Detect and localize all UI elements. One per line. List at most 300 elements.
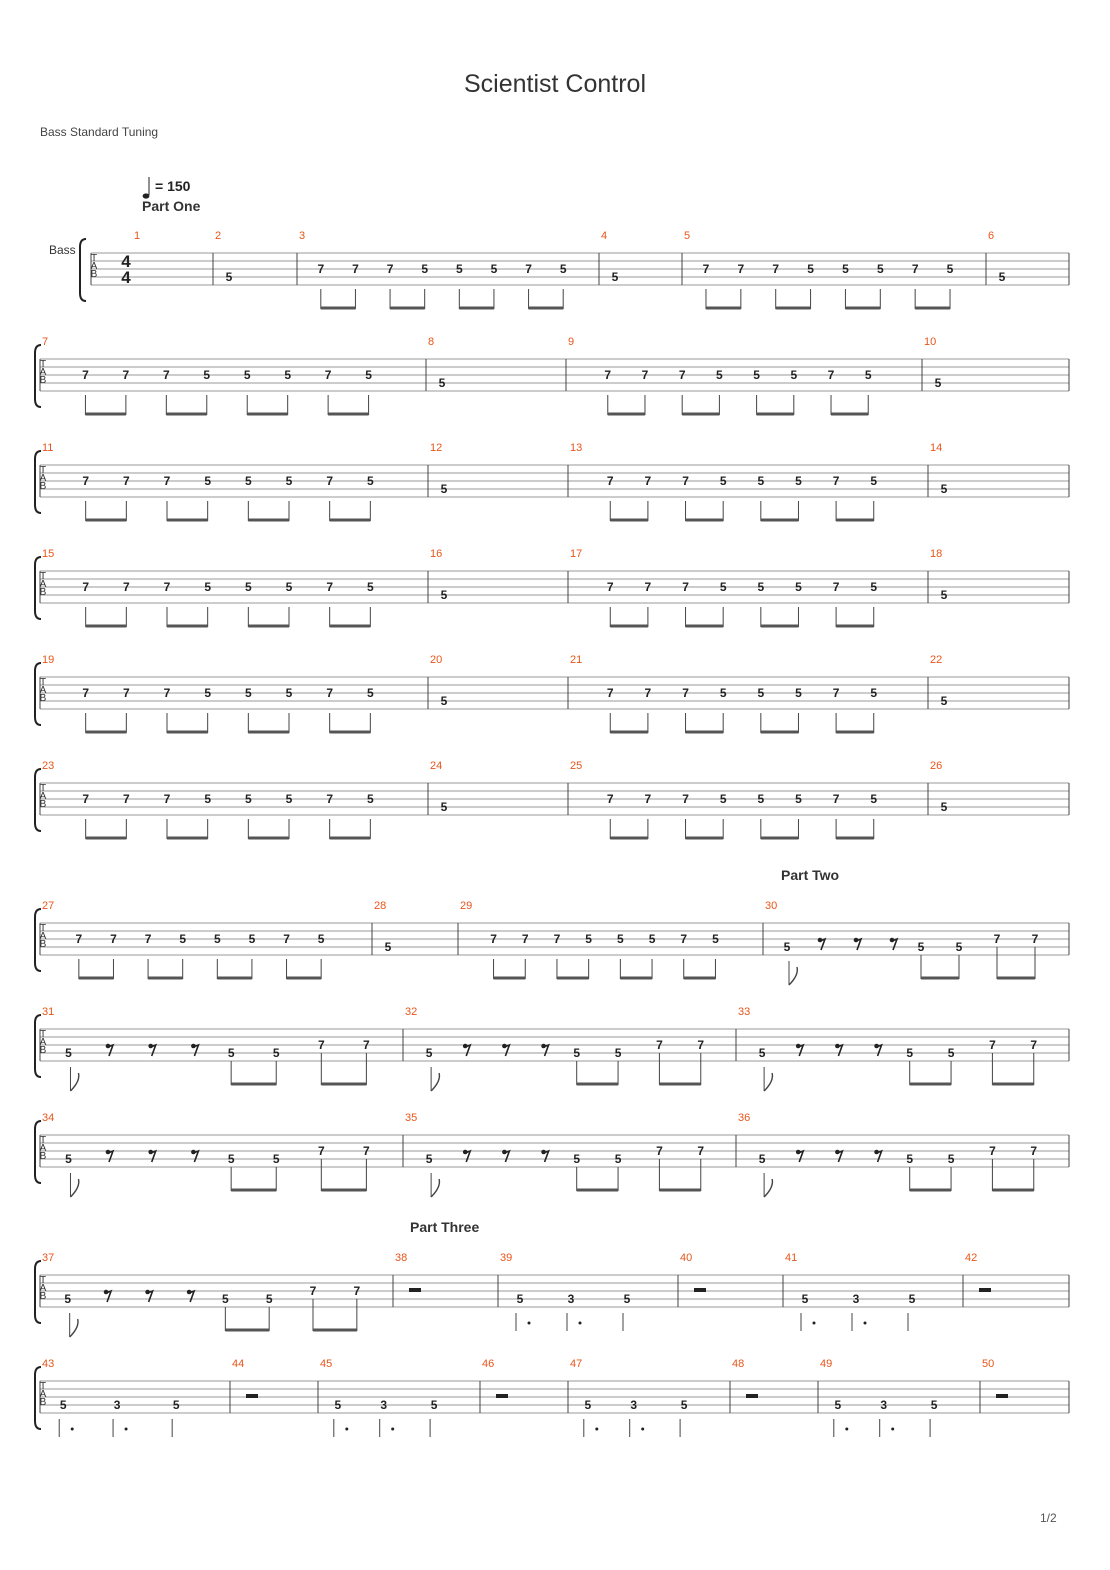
fret-number: 5: [757, 792, 765, 806]
fret-number: 7: [283, 932, 290, 946]
tab-system: [35, 548, 1069, 627]
fret-number: 5: [940, 482, 948, 496]
note-flag: [789, 967, 797, 985]
fret-number: 5: [753, 368, 760, 382]
fret-number: 5: [870, 792, 878, 806]
tab-clef-letter: A: [39, 931, 47, 942]
eighth-rest-stroke: [193, 1151, 198, 1162]
fret-number: 5: [317, 932, 325, 946]
fret-number: 5: [757, 474, 765, 488]
whole-measure-rest-icon: [746, 1394, 758, 1398]
measure: [965, 1252, 991, 1292]
measure: [39, 1112, 370, 1197]
measure: [924, 336, 942, 390]
fret-number: 5: [365, 368, 372, 382]
fret-number: 7: [490, 932, 497, 946]
note-flag: [431, 1073, 439, 1091]
eighth-rest-stroke: [798, 1045, 803, 1056]
fret-number: 5: [870, 686, 878, 700]
tab-clef-letter: A: [39, 685, 47, 696]
fret-number: 3: [880, 1398, 888, 1412]
note-flag: [70, 1179, 78, 1197]
fret-number: 5: [870, 580, 878, 594]
dot: [813, 1322, 816, 1325]
whole-measure-rest-icon: [409, 1288, 421, 1292]
dot: [845, 1428, 848, 1431]
fret-number: 5: [795, 686, 802, 700]
measure-number: 35: [405, 1112, 418, 1124]
measure: [405, 1112, 704, 1197]
dot: [641, 1428, 644, 1431]
fret-number: 5: [716, 368, 723, 382]
tab-clef-letter: T: [39, 783, 47, 794]
fret-number: 5: [179, 932, 187, 946]
fret-number: 5: [946, 262, 954, 276]
fret-number: 7: [144, 932, 152, 946]
measure-number: 14: [930, 442, 943, 454]
measure-number: 10: [924, 336, 937, 348]
fret-number: 5: [65, 1152, 72, 1166]
tab-clef-letter: T: [39, 1135, 47, 1146]
fret-number: 7: [1030, 1144, 1038, 1158]
fret-number: 7: [832, 686, 840, 700]
fret-number: 5: [617, 932, 624, 946]
fret-number: 5: [455, 262, 463, 276]
tab-clef-letter: B: [39, 375, 47, 386]
fret-number: 5: [516, 1292, 524, 1306]
measure: [134, 230, 140, 242]
dot: [345, 1428, 348, 1431]
eighth-rest-stroke: [504, 1045, 509, 1056]
measure-number: 37: [42, 1252, 55, 1264]
fret-number: 5: [384, 940, 392, 954]
dot: [891, 1428, 894, 1431]
score-title: Scientist Control: [463, 70, 647, 98]
fret-number: 5: [940, 800, 948, 814]
fret-number: 5: [64, 1292, 72, 1306]
fret-number: 7: [353, 1284, 361, 1298]
fret-number: 5: [285, 474, 293, 488]
fret-number: 5: [440, 800, 448, 814]
fret-number: 7: [163, 474, 171, 488]
tab-clef-letter: A: [39, 1143, 47, 1154]
fret-number: 7: [656, 1038, 663, 1052]
tab-clef-letter: A: [90, 261, 98, 272]
fret-number: 5: [248, 932, 256, 946]
fret-number: 5: [221, 1292, 229, 1306]
eighth-rest-stroke: [106, 1291, 111, 1302]
fret-number: 5: [906, 1046, 914, 1060]
measure: [982, 1358, 1008, 1398]
fret-number: 5: [227, 1046, 235, 1060]
fret-number: 5: [334, 1398, 342, 1412]
fret-number: 7: [163, 686, 171, 700]
fret-number: 5: [719, 474, 727, 488]
section-part-three: Part Three: [410, 1219, 480, 1235]
tab-system: [35, 1006, 1069, 1091]
fret-number: 7: [1031, 932, 1039, 946]
dot: [579, 1322, 582, 1325]
eighth-rest-stroke: [544, 1151, 549, 1162]
tab-clef-letter: T: [39, 571, 47, 582]
eighth-rest-stroke: [108, 1045, 113, 1056]
dot: [125, 1428, 128, 1431]
measure: [430, 760, 448, 814]
fret-number: 5: [425, 1046, 433, 1060]
measure-number: 17: [570, 548, 583, 560]
measure: [232, 1358, 258, 1398]
fret-number: 5: [940, 588, 948, 602]
fret-number: 7: [326, 686, 334, 700]
measure: [732, 1358, 758, 1398]
tab-clef-letter: B: [39, 1291, 47, 1302]
fret-number: 5: [366, 474, 374, 488]
fret-number: 5: [440, 694, 448, 708]
measure-number: 25: [570, 760, 583, 772]
fret-number: 5: [864, 368, 872, 382]
whole-measure-rest-icon: [694, 1288, 706, 1292]
tab-clef-letter: T: [39, 1381, 47, 1392]
fret-number: 5: [585, 932, 592, 946]
measure: [482, 1358, 508, 1398]
fret-number: 7: [324, 368, 332, 382]
measure-number: 23: [42, 760, 55, 772]
tab-clef-letter: A: [39, 579, 47, 590]
fret-number: 7: [641, 368, 649, 382]
measure-number: 45: [320, 1358, 333, 1370]
fret-number: 5: [614, 1152, 622, 1166]
fret-number: 7: [162, 368, 170, 382]
fret-number: 3: [630, 1398, 638, 1412]
fret-number: 7: [521, 932, 529, 946]
tab-clef-letter: T: [90, 253, 98, 264]
fret-number: 7: [122, 474, 130, 488]
tab-clef-letter: T: [39, 1029, 47, 1040]
fret-number: 7: [326, 580, 334, 594]
fret-number: 5: [876, 262, 884, 276]
fret-number: 5: [801, 1292, 809, 1306]
fret-number: 5: [204, 792, 212, 806]
measure-number: 16: [430, 548, 443, 560]
tab-system: [35, 900, 1069, 985]
fret-number: 5: [244, 474, 252, 488]
tab-system: [35, 1112, 1069, 1197]
tab-clef-letter: A: [39, 1037, 47, 1048]
measure-number: 11: [42, 442, 54, 454]
fret-number: 7: [702, 262, 710, 276]
fret-number: 7: [110, 932, 117, 946]
measure: [39, 1252, 361, 1337]
fret-number: 7: [326, 792, 334, 806]
fret-number: 7: [122, 792, 130, 806]
fret-number: 5: [204, 580, 212, 594]
fret-number: 5: [623, 1292, 631, 1306]
fret-number: 7: [525, 262, 532, 276]
measure-number: 47: [570, 1358, 583, 1370]
measure: [988, 230, 1006, 284]
measure-number: 40: [680, 1252, 693, 1264]
measure-number: 39: [500, 1252, 513, 1264]
fret-number: 7: [82, 686, 90, 700]
tab-clef-letter: T: [39, 923, 47, 934]
fret-number: 5: [490, 262, 498, 276]
measure-number: 12: [430, 442, 443, 454]
tempo-value: = 150: [155, 178, 191, 194]
fret-number: 5: [611, 270, 619, 284]
fret-number: 5: [680, 1398, 688, 1412]
fret-number: 7: [644, 580, 652, 594]
fret-number: 7: [697, 1038, 705, 1052]
fret-number: 7: [122, 580, 130, 594]
fret-number: 5: [59, 1398, 67, 1412]
fret-number: 5: [366, 580, 374, 594]
measure-number: 46: [482, 1358, 495, 1370]
fret-number: 7: [832, 580, 840, 594]
fret-number: 5: [930, 1398, 938, 1412]
measure: [395, 1252, 421, 1292]
fret-number: 5: [285, 792, 293, 806]
tuning-label: Bass Standard Tuning: [40, 125, 159, 139]
fret-number: 5: [421, 262, 429, 276]
tab-clef-letter: T: [39, 677, 47, 688]
measure-number: 41: [785, 1252, 798, 1264]
fret-number: 5: [783, 940, 791, 954]
tab-clef-letter: B: [90, 269, 98, 280]
eighth-rest-stroke: [820, 939, 825, 950]
fret-number: 7: [122, 686, 130, 700]
fret-number: 7: [682, 686, 689, 700]
fret-number: 7: [386, 262, 394, 276]
fret-number: 5: [285, 686, 293, 700]
fret-number: 7: [122, 368, 130, 382]
measure-number: 9: [568, 336, 575, 348]
tab-clef-letter: A: [39, 473, 47, 484]
eighth-rest-stroke: [544, 1045, 549, 1056]
measure-number: 29: [460, 900, 473, 912]
fret-number: 5: [614, 1046, 622, 1060]
fret-number: 7: [772, 262, 780, 276]
fret-number: 7: [911, 262, 919, 276]
note-flag: [70, 1073, 78, 1091]
tab-clef-letter: A: [39, 367, 47, 378]
measure: [374, 900, 392, 954]
fret-number: 5: [758, 1152, 766, 1166]
measure-number: 32: [405, 1006, 418, 1018]
fret-number: 5: [758, 1046, 766, 1060]
eighth-rest-stroke: [877, 1045, 882, 1056]
fret-number: 7: [553, 932, 561, 946]
fret-number: 7: [678, 368, 686, 382]
fret-number: 5: [225, 270, 233, 284]
measure-number: 27: [42, 900, 55, 912]
measure-number: 21: [570, 654, 583, 666]
measure-number: 7: [42, 336, 49, 348]
fret-number: 5: [272, 1046, 280, 1060]
fret-number: 7: [644, 792, 652, 806]
fret-number: 5: [906, 1152, 914, 1166]
measure: [430, 548, 448, 602]
dot: [864, 1322, 867, 1325]
fret-number: 5: [272, 1152, 280, 1166]
measure-number: 13: [570, 442, 583, 454]
fret-number: 7: [75, 932, 83, 946]
fret-number: 5: [908, 1292, 916, 1306]
measure-number: 3: [299, 230, 306, 242]
tab-system: [35, 1358, 1069, 1437]
measure-number: 48: [732, 1358, 745, 1370]
fret-number: 5: [947, 1152, 955, 1166]
fret-number: 7: [604, 368, 612, 382]
fret-number: 5: [285, 580, 293, 594]
fret-number: 5: [719, 686, 727, 700]
tab-clef-letter: B: [39, 693, 47, 704]
fret-number: 5: [795, 580, 802, 594]
fret-number: 7: [82, 474, 90, 488]
fret-number: 5: [712, 932, 719, 946]
fret-number: 5: [870, 474, 878, 488]
whole-measure-rest-icon: [979, 1288, 991, 1292]
dot: [595, 1428, 598, 1431]
eighth-rest-stroke: [877, 1151, 882, 1162]
fret-number: 5: [947, 1046, 955, 1060]
measure-number: 36: [738, 1112, 751, 1124]
measure: [430, 442, 448, 496]
system-bracket: [80, 239, 86, 301]
fret-number: 7: [317, 1038, 325, 1052]
fret-number: 5: [584, 1398, 592, 1412]
instrument-label: Bass: [49, 243, 76, 257]
fret-number: 7: [606, 686, 614, 700]
fret-number: 5: [243, 368, 251, 382]
tab-clef-letter: B: [39, 1397, 47, 1408]
tab-system: [35, 1252, 1069, 1337]
fret-number: 5: [917, 940, 925, 954]
fret-number: 5: [244, 686, 252, 700]
tab-system: [35, 336, 1069, 415]
fret-number: 5: [757, 686, 765, 700]
measure-number: 26: [930, 760, 943, 772]
fret-number: 7: [309, 1284, 317, 1298]
tab-clef-letter: A: [39, 791, 47, 802]
fret-number: 7: [326, 474, 334, 488]
measure-number: 24: [430, 760, 443, 772]
section-part-one: Part One: [142, 198, 201, 214]
tab-clef-letter: B: [39, 1045, 47, 1056]
measure-number: 42: [965, 1252, 978, 1264]
fret-number: 7: [82, 368, 89, 382]
fret-number: 7: [82, 580, 90, 594]
measure: [738, 1112, 1037, 1197]
tab-clef-letter: B: [39, 481, 47, 492]
measure: [215, 230, 233, 284]
measure: [765, 900, 1039, 985]
fret-number: 7: [682, 580, 689, 594]
fret-number: 5: [366, 792, 374, 806]
measure-number: 1: [134, 230, 141, 242]
fret-number: 5: [807, 262, 814, 276]
fret-number: 7: [82, 792, 90, 806]
measure-number: 43: [42, 1358, 55, 1370]
fret-number: 5: [227, 1152, 235, 1166]
measure-number: 34: [42, 1112, 55, 1124]
fret-number: 7: [352, 262, 359, 276]
fret-number: 3: [380, 1398, 388, 1412]
fret-number: 5: [284, 368, 292, 382]
fret-number: 7: [989, 1144, 996, 1158]
tab-system: [35, 760, 1069, 839]
eighth-rest-stroke: [856, 939, 861, 950]
measure: [930, 548, 948, 602]
whole-measure-rest-icon: [496, 1394, 508, 1398]
fret-number: 5: [366, 686, 374, 700]
time-signature-numerator: 4: [121, 252, 131, 271]
eighth-rest-stroke: [798, 1151, 803, 1162]
fret-number: 7: [697, 1144, 705, 1158]
eighth-rest-stroke: [465, 1045, 470, 1056]
tab-clef-letter: B: [39, 587, 47, 598]
fret-number: 5: [842, 262, 849, 276]
fret-number: 5: [834, 1398, 842, 1412]
fret-number: 5: [204, 474, 212, 488]
fret-number: 5: [440, 482, 448, 496]
measure-number: 31: [42, 1006, 55, 1018]
measure-number: 5: [684, 230, 691, 242]
eighth-rest-stroke: [108, 1151, 113, 1162]
fret-number: 5: [757, 580, 765, 594]
measure-number: 30: [765, 900, 778, 912]
fret-number: 5: [244, 580, 252, 594]
fret-number: 7: [163, 580, 171, 594]
fret-number: 5: [559, 262, 567, 276]
measure-number: 38: [395, 1252, 408, 1264]
fret-number: 3: [567, 1292, 575, 1306]
fret-number: 7: [317, 1144, 325, 1158]
fret-number: 7: [682, 474, 689, 488]
tab-clef-letter: A: [39, 1283, 47, 1294]
fret-number: 7: [606, 474, 614, 488]
fret-number: 7: [163, 792, 171, 806]
fret-number: 5: [244, 792, 252, 806]
whole-measure-rest-icon: [996, 1394, 1008, 1398]
measure: [601, 230, 619, 284]
tab-clef-letter: B: [39, 1151, 47, 1162]
tab-clef-letter: B: [39, 799, 47, 810]
measure-number: 20: [430, 654, 443, 666]
measure-number: 22: [930, 654, 943, 666]
fret-number: 7: [1030, 1038, 1038, 1052]
tab-clef-letter: A: [39, 1389, 47, 1400]
note-flag: [764, 1179, 772, 1197]
eighth-rest-stroke: [837, 1045, 842, 1056]
eighth-rest-stroke: [148, 1291, 153, 1302]
fret-number: 5: [265, 1292, 273, 1306]
fret-number: 7: [680, 932, 688, 946]
tab-system: [35, 654, 1069, 733]
measure: [930, 760, 948, 814]
measure: [930, 442, 948, 496]
fret-number: 5: [955, 940, 963, 954]
measure-number: 28: [374, 900, 387, 912]
measure-number: 4: [601, 230, 608, 242]
fret-number: 5: [440, 588, 448, 602]
tab-system: [35, 442, 1069, 521]
measure: [405, 1006, 704, 1091]
fret-number: 5: [934, 376, 942, 390]
measure: [39, 1006, 370, 1091]
fret-number: 5: [65, 1046, 72, 1060]
measure: [680, 1252, 706, 1292]
eighth-rest-stroke: [465, 1151, 470, 1162]
